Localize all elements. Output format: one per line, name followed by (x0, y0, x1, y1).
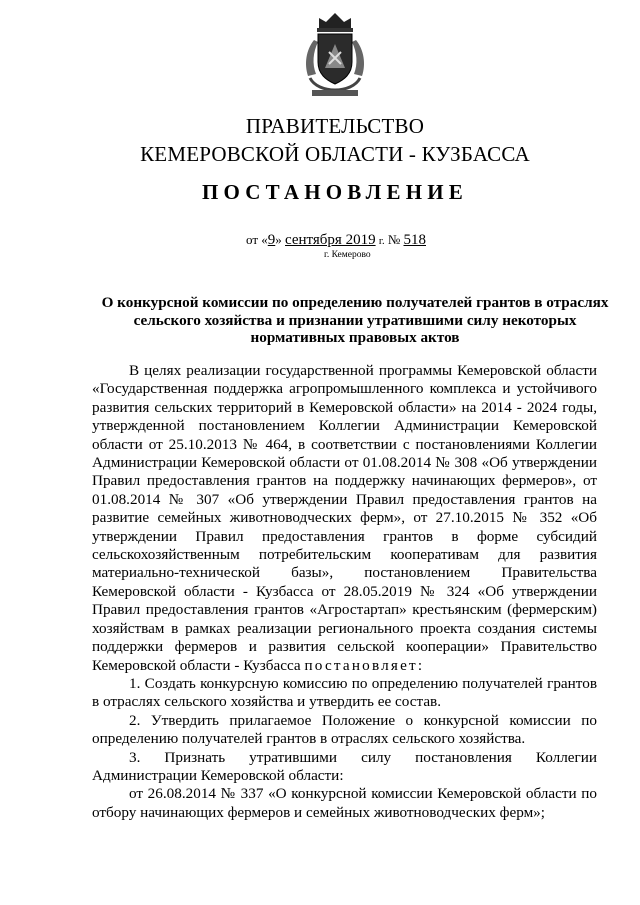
date-day: 9 (267, 232, 276, 248)
coat-of-arms-icon (298, 8, 372, 104)
date-month-year: сентября 2019 (285, 232, 376, 248)
item-3-1-paragraph: от 26.08.2014 № 337 «О конкурсной комиссии Кемеровской области по отбору начинающих фермеров и семейных животноводческих ферм»; (92, 785, 597, 821)
government-name-line1: ПРАВИТЕЛЬСТВО (245, 114, 425, 138)
resolves-text: постановляет: (304, 656, 425, 674)
preamble-paragraph (92, 362, 597, 675)
date-prefix: от « (246, 232, 268, 247)
item-1-paragraph: 1. Создать конкурсную комиссию по определению получателей грантов в отраслях сельского хозяйства и утвердить ее состав. (92, 674, 597, 711)
document-body (92, 362, 597, 822)
government-name-line2: КЕМЕРОВСКОЙ ОБЛАСТИ - КУЗБАССА (140, 142, 530, 166)
date-year-suffix: г. (378, 236, 385, 247)
item-3-paragraph: 3. Признать утратившими силу постановления Коллегии Администрации Кемеровской области: (92, 748, 597, 784)
date-number-line (246, 232, 426, 249)
item-2-paragraph: 2. Утвердить прилагаемое Положение о конкурсной комиссии по определению получателей грантов в отраслях сельского хозяйства. (92, 711, 597, 748)
city-label: г. Кемерово (324, 250, 371, 260)
document-number: 518 (403, 232, 426, 248)
number-label: № (387, 232, 401, 247)
document-title: О конкурсной комиссии по определению получателей грантов в отраслях сельского хозяйства и признании утратившими силу некоторых нормативных правовых актов (101, 294, 609, 346)
document-type-heading: ПОСТАНОВЛЕНИЕ (201, 180, 469, 204)
date-mid: » (275, 232, 282, 247)
preamble-text: В целях реализации государственной программы Кемеровской области «Государственная поддержка агропромышленного комплекса и устойчивого развития сельских территорий в Кемеровской области» на 2014 - 2024 годы, утвержденной постановлением Коллегии Администрации Кемеровской области от 25.10.2013 № 464, в соответствии с постановлениями Коллегии Администрации Кемеровской области от 01.08.2014 № 308 «Об утверждении Правил предоставления грантов на поддержку начинающих фермеров», от 01.08.2014 № 307 «Об утверждении Правил предоставления грантов на развитие семейных животноводческих ферм», от 27.10.2015 № 352 «Об утверждении Правил предоставления грантов в форме субсидий сельскохозяйственным потребительским кооперативам для развития материально-технической базы», постановлением Правительства Кемеровской области - Кузбасса от 28.05.2019 № 324 «Об утверждении Правил предоставления грантов «Агростартап» крестьянским (фермерским) хозяйствам в рамках реализации регионального проекта создания системы поддержки фермеров и развития сельской кооперации» Правительство Кемеровской области - Кузбасса (92, 362, 597, 674)
